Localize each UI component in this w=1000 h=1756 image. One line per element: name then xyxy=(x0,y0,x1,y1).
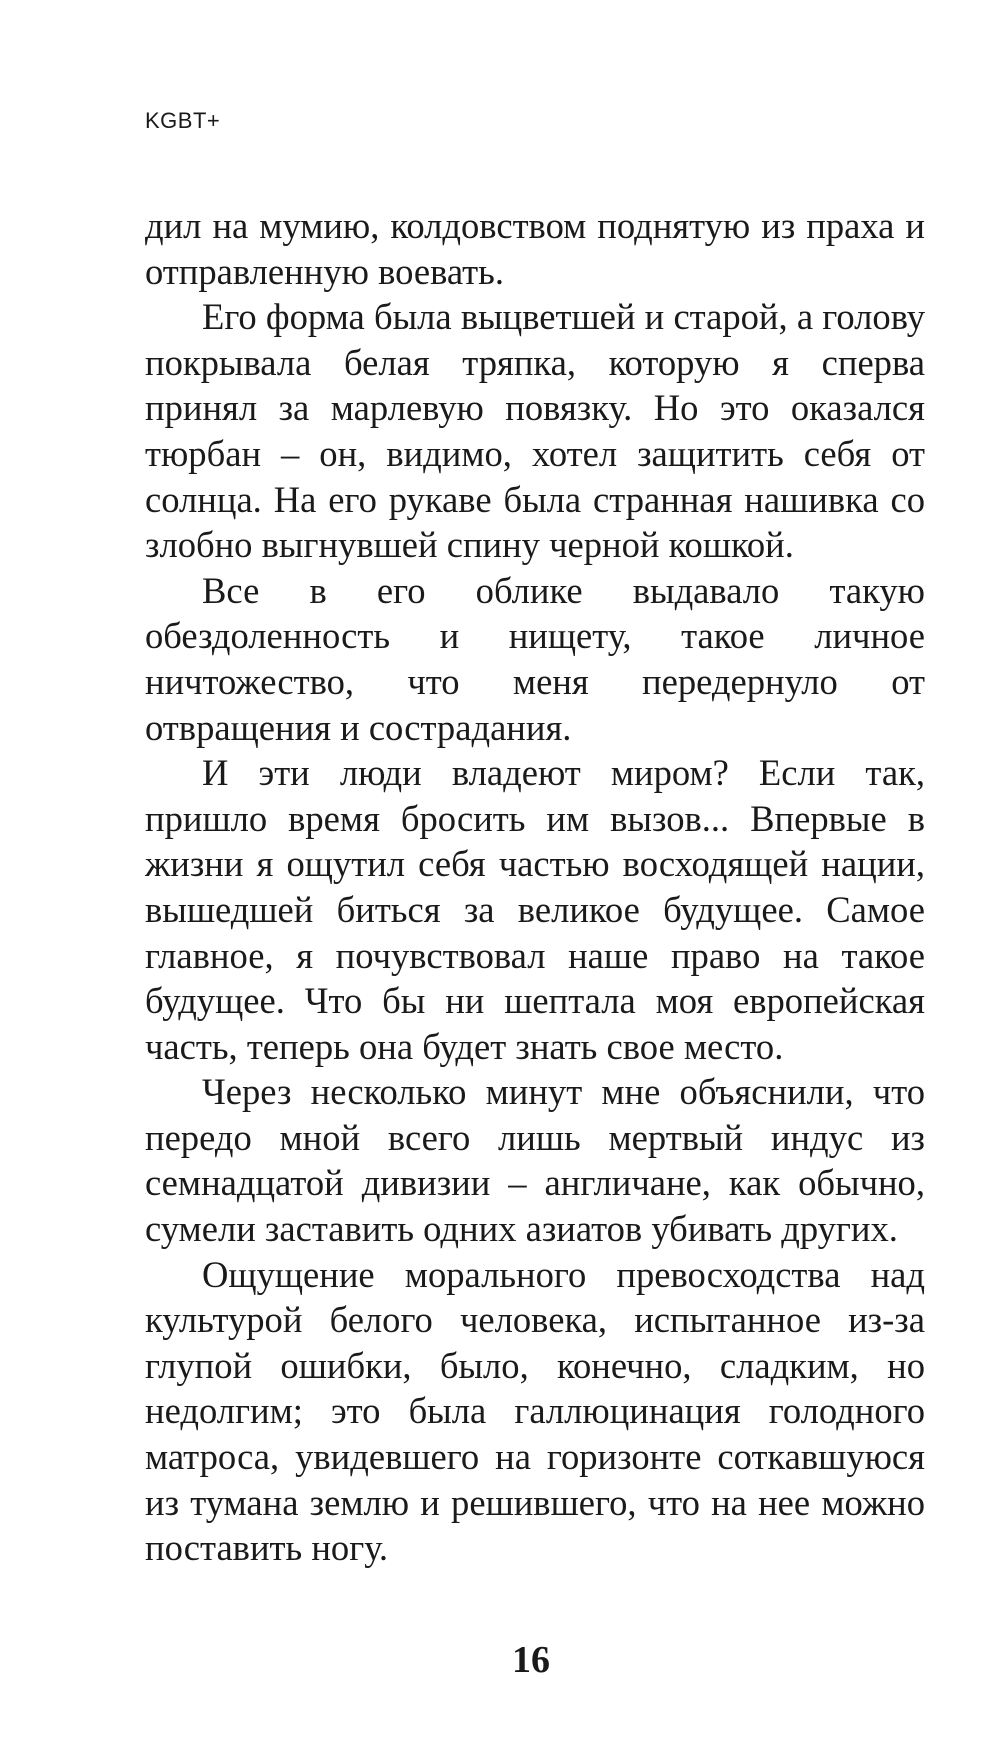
page-number: 16 xyxy=(512,1639,550,1681)
paragraph: Все в его облике выдавало такую обездоленность и нищету, такое личное ничтожество, что меня передернуло от отвращения и сострадания. xyxy=(145,569,925,748)
running-head: KGBT+ xyxy=(145,108,221,133)
paragraph: И эти люди владеют миром? Если так, пришло время бросить им вызов... Впервые в жизни я ощутил себя частью восходящей нации, вышедшей биться за великое будущее. Самое главное, я почувствовал наше право на такое будущее. Что бы ни шептала моя европейская часть, теперь она будет знать свое место. xyxy=(145,752,925,1067)
paragraph-continued: дил на мумию, колдовством поднятую из праха и отправленную воевать. xyxy=(145,205,925,292)
paragraph: Ощущение морального превосходства над культурой белого человека, испытанное из-за глупой ошибки, было, конечно, сладким, но недолгим; это была галлюцинация голодного матроса, увидевшего на горизонте соткавшуюся из тумана землю и решившего, что на нее можно поставить ногу. xyxy=(145,1253,925,1569)
body-text xyxy=(145,203,925,1571)
paragraph: Его форма была выцветшей и старой, а голову покрывала белая тряпка, которую я сперва принял за марлевую повязку. Но это оказался тюрбан – он, видимо, хотел защитить себя от солнца. На его рукаве была странная нашивка со злобно выгнувшей спину черной кошкой. xyxy=(145,296,925,566)
paragraph: Через несколько минут мне объяснили, что передо мной всего лишь мертвый индус из семнадцатой дивизии – англичане, как обычно, сумели заставить одних азиатов убивать других. xyxy=(145,1071,925,1250)
